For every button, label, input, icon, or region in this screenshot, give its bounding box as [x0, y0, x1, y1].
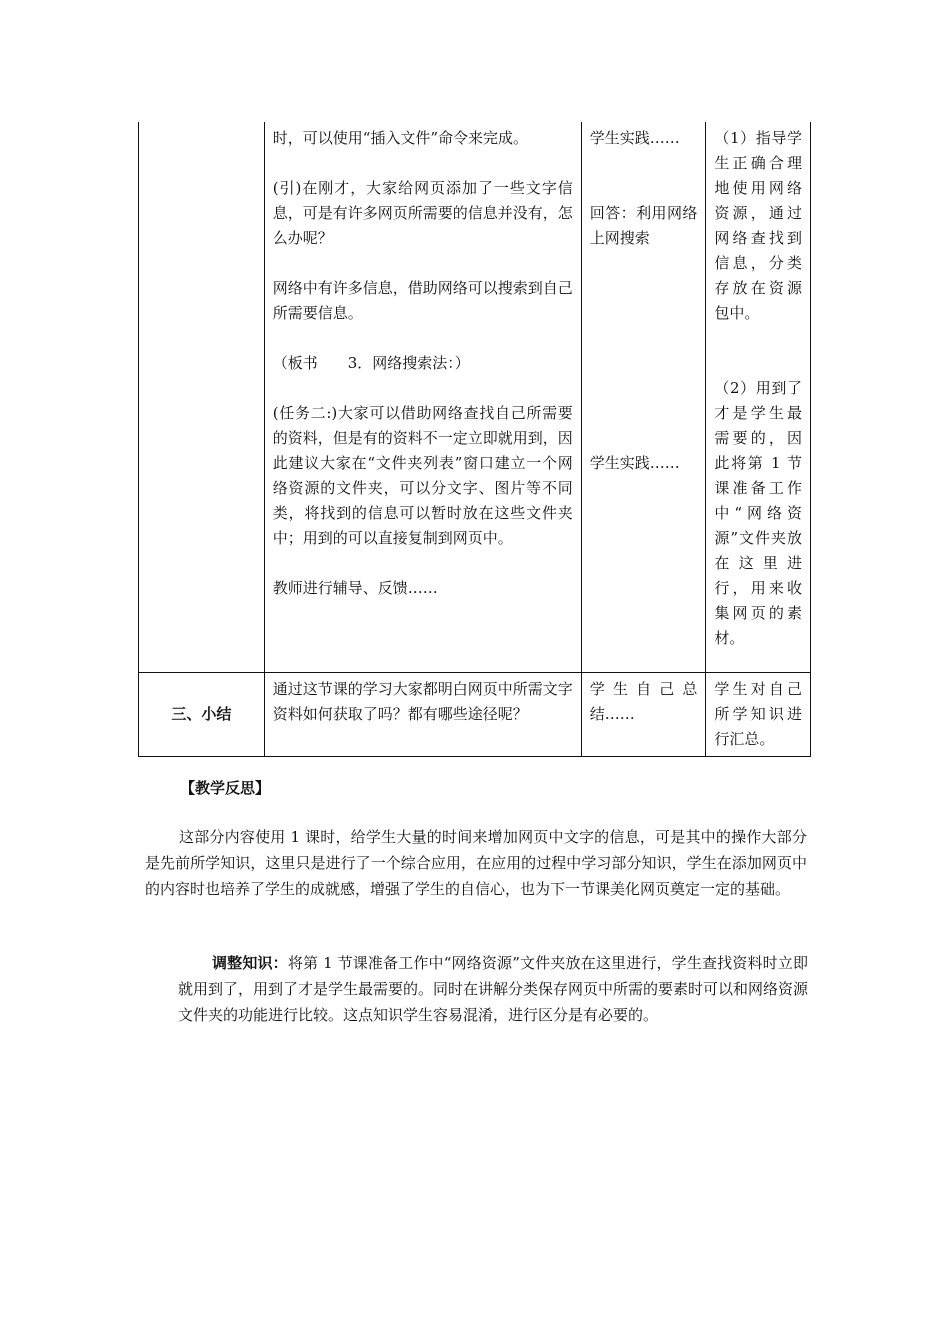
teacher-activity-cell	[264, 122, 581, 673]
design-intent: （1）指导学生正确合理地使用网络资源，通过网络查找到信息，分类存放在资源包中。	[714, 129, 802, 322]
student-activity: 回答：利用网络上网搜索	[589, 204, 698, 247]
adjustment-paragraph	[178, 950, 808, 1028]
student-activity: 学生实践……	[589, 454, 680, 472]
teacher-paragraph: 教师进行辅导、反馈……	[272, 579, 438, 597]
design-intent-cell	[706, 122, 811, 673]
stage-cell-empty	[139, 122, 265, 673]
student-activity-cell	[581, 122, 706, 673]
student-activity: 学生实践……	[589, 129, 680, 147]
reflection-paragraph: 这部分内容使用 1 课时，给学生大量的时间来增加网页中文字的信息，可是其中的操作大部分是先前所学知识，这里只是进行了一个综合应用，在应用的过程中学习部分知识，学生在添加网页中的内容时也培养了学生的成就感，增强了学生的自信心，也为下一节课美化网页奠定一定的基础。	[145, 828, 807, 898]
reflection-heading: 【教学反思】	[180, 779, 271, 797]
design-intent: （2）用到了才是学生最需要的，因此将第 1 节课准备工作中“网络资源”文件夹放在这里进行，用来收集网页的素材。	[714, 379, 802, 647]
student-activity-cell: 学生自己总结……	[581, 673, 706, 757]
table-row-summary	[139, 673, 811, 757]
stage-label: 三、小结	[139, 673, 265, 757]
teacher-paragraph: (任务二:)大家可以借助网络查找自己所需要的资料，但是有的资料不一定立即就用到，因此建议大家在“文件夹列表”窗口建立一个网络资源的文件夹，可以分文字、图片等不同类，将找到的信息可以暂时放在这些文件夹中；用到的可以直接复制到网页中。	[272, 404, 573, 547]
teacher-paragraph: 时，可以使用“插入文件”命令来完成。	[272, 129, 529, 147]
table-row-task	[139, 122, 811, 673]
teacher-activity-cell: 通过这节课的学习大家都明白网页中所需文字资料如何获取了吗？都有哪些途径呢？	[264, 673, 581, 757]
adjustment-text: 将第 1 节课准备工作中“网络资源”文件夹放在这里进行，学生查找资料时立即就用到了，用到了才是学生最需要的。同时在讲解分类保存网页中所需的要素时可以和网络资源文件夹的功能进行比较。这点知识学生容易混淆，进行区分是有必要的。	[178, 954, 809, 1024]
design-intent-cell: 学生对自己所学知识进行汇总。	[706, 673, 811, 757]
board-note: （板书 3．网络搜索法：）	[272, 354, 470, 372]
lesson-plan-table	[138, 122, 811, 757]
teacher-paragraph: 网络中有许多信息，借助网络可以搜索到自己所需要信息。	[272, 279, 573, 322]
adjustment-label: 调整知识：	[212, 954, 288, 972]
teacher-paragraph: (引)在刚才，大家给网页添加了一些文字信息，可是有许多网页所需要的信息并没有，怎么办呢？	[272, 179, 573, 247]
